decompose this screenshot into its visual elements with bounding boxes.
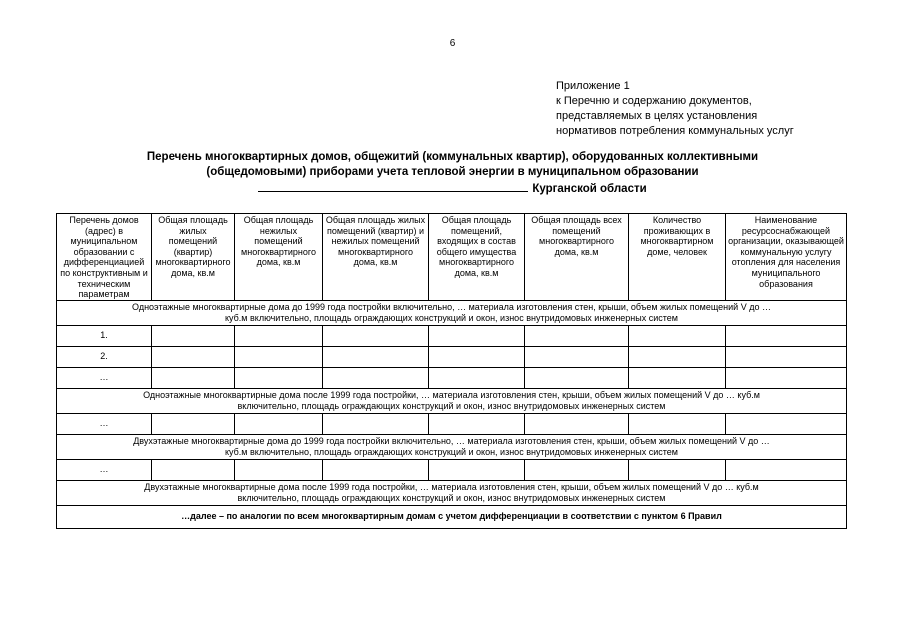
table-row (57, 367, 847, 388)
group-description (57, 300, 847, 325)
group-text: включительно, площадь ограждающих конструкций и окон, износ внутридомовых инженерных систем (237, 400, 666, 411)
appendix-line: Приложение 1 (556, 80, 630, 92)
row-number: … (57, 413, 152, 434)
appendix-note (556, 79, 794, 139)
group-text: Одноэтажные многоквартирные дома после 1999 года постройки, … материала изготовления стен, крыши, объем жилых помещений V до … куб.м (143, 389, 760, 400)
group-row (57, 388, 847, 413)
table-cell (525, 413, 629, 434)
table-cell (323, 346, 429, 367)
table-cell (152, 367, 235, 388)
table-cell (429, 413, 525, 434)
column-header: Общая площадь жилых помещений (квартир) многоквартирного дома, кв.м (152, 214, 235, 301)
row-number: 1. (57, 325, 152, 346)
table-row (57, 346, 847, 367)
row-number: … (57, 459, 152, 480)
table-cell (323, 367, 429, 388)
table-cell (629, 325, 726, 346)
table-cell (429, 325, 525, 346)
title-line: (общедомовыми) приборами учета тепловой энергии в муниципальном образовании (206, 166, 699, 178)
group-row (57, 480, 847, 505)
table-cell (429, 459, 525, 480)
appendix-line: нормативов потребления коммунальных услуг (556, 125, 794, 137)
group-text: куб.м включительно, площадь ограждающих конструкций и окон, износ внутридомовых инженерных систем (225, 446, 678, 457)
table-cell (152, 413, 235, 434)
group-description (57, 388, 847, 413)
table-cell (629, 459, 726, 480)
table-cell (525, 459, 629, 480)
group-description (57, 434, 847, 459)
table-cell (629, 367, 726, 388)
footer-note: …далее – по аналогии по всем многоквартирным домам с учетом дифференциации в соответствии с пунктом 6 Правил (57, 505, 847, 528)
houses-table (56, 213, 847, 529)
column-header: Перечень домов (адрес) в муниципальном образовании с дифференциацией по конструктивным и техническим параметрам (57, 214, 152, 301)
table-cell (323, 459, 429, 480)
row-number: 2. (57, 346, 152, 367)
table-cell (152, 459, 235, 480)
table-cell (152, 346, 235, 367)
column-header: Общая площадь всех помещений многоквартирного дома, кв.м (525, 214, 629, 301)
title-region: Курганской области (532, 183, 647, 195)
group-text: Двухэтажные многоквартирные дома после 1999 года постройки, … материала изготовления стен, крыши, объем жилых помещений V до … куб.м (144, 481, 759, 492)
table-header-row (57, 214, 847, 301)
appendix-line: представляемых в целях установления (556, 110, 758, 122)
table-cell (235, 346, 323, 367)
group-text: Двухэтажные многоквартирные дома до 1999 года постройки включительно, … материала изготовления стен, крыши, объем жилых помещений V до … (133, 435, 770, 446)
table-row (57, 325, 847, 346)
column-header: Общая площадь нежилых помещений многоквартирного дома, кв.м (235, 214, 323, 301)
table-cell (629, 346, 726, 367)
table-cell (525, 346, 629, 367)
group-row (57, 300, 847, 325)
municipality-blank-line (258, 180, 528, 192)
table-cell (152, 325, 235, 346)
page-number: 6 (449, 38, 456, 49)
table-cell (726, 367, 847, 388)
table-cell (726, 325, 847, 346)
table-cell (629, 413, 726, 434)
table-cell (429, 346, 525, 367)
table-cell (235, 325, 323, 346)
table-cell (525, 367, 629, 388)
title-line: Перечень многоквартирных домов, общежитий (коммунальных квартир), оборудованных коллективными (146, 151, 759, 163)
table-footer-row (57, 505, 847, 528)
group-text: включительно, площадь ограждающих конструкций и окон, износ внутридомовых инженерных систем (237, 492, 666, 503)
table-cell (235, 367, 323, 388)
title-line (60, 180, 845, 197)
document-title (60, 150, 845, 197)
table-row (57, 413, 847, 434)
table-cell (429, 367, 525, 388)
column-header: Общая площадь жилых помещений (квартир) и нежилых помещений многоквартирного дома, кв.м (323, 214, 429, 301)
group-text: куб.м включительно, площадь ограждающих конструкций и окон, износ внутридомовых инженерных систем (225, 312, 678, 323)
column-header: Общая площадь помещений, входящих в состав общего имущества многоквартирного дома, кв.м (429, 214, 525, 301)
column-header: Наименование ресурсоснабжающей организации, оказывающей коммунальную услугу отопления для населения муниципального образования (726, 214, 847, 301)
table-cell (235, 413, 323, 434)
group-description (57, 480, 847, 505)
table-cell (235, 459, 323, 480)
table-cell (323, 413, 429, 434)
table-cell (726, 413, 847, 434)
group-row (57, 434, 847, 459)
table-cell (323, 325, 429, 346)
table-cell (726, 459, 847, 480)
group-text: Одноэтажные многоквартирные дома до 1999 года постройки включительно, … материала изготовления стен, крыши, объем жилых помещений V до … (132, 301, 771, 312)
appendix-line: к Перечню и содержанию документов, (556, 95, 752, 107)
table-row (57, 459, 847, 480)
column-header: Количество проживающих в многоквартирном доме, человек (629, 214, 726, 301)
table-cell (525, 325, 629, 346)
table-cell (726, 346, 847, 367)
row-number: … (57, 367, 152, 388)
